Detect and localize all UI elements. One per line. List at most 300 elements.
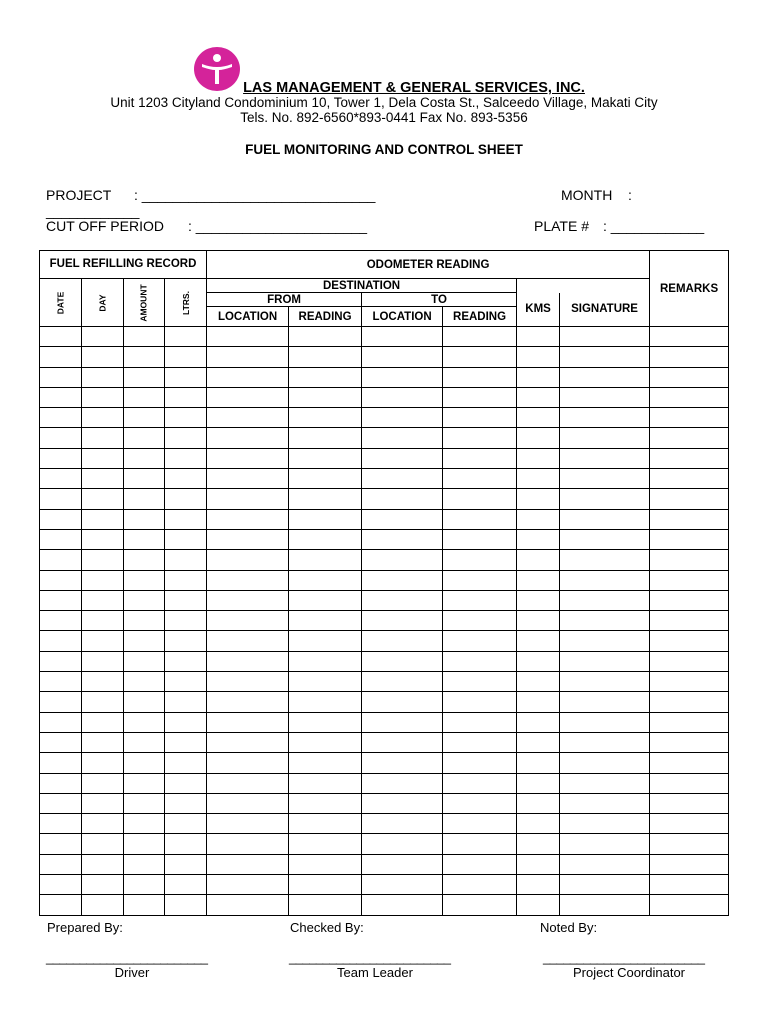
table-cell[interactable] — [443, 814, 517, 834]
table-cell[interactable] — [650, 732, 729, 752]
table-cell[interactable] — [289, 712, 362, 732]
table-cell[interactable] — [443, 428, 517, 448]
table-cell[interactable] — [40, 387, 82, 407]
table-cell[interactable] — [289, 895, 362, 915]
table-cell[interactable] — [443, 469, 517, 489]
table-cell[interactable] — [124, 408, 165, 428]
table-cell[interactable] — [40, 875, 82, 895]
table-cell[interactable] — [165, 529, 207, 549]
table-cell[interactable] — [165, 327, 207, 347]
table-cell[interactable] — [124, 834, 165, 854]
table-cell[interactable] — [560, 631, 650, 651]
table-cell[interactable] — [517, 672, 560, 692]
table-cell[interactable] — [207, 834, 289, 854]
table-cell[interactable] — [289, 448, 362, 468]
table-cell[interactable] — [560, 550, 650, 570]
table-cell[interactable] — [124, 327, 165, 347]
table-cell[interactable] — [82, 489, 124, 509]
table-cell[interactable] — [362, 712, 443, 732]
table-cell[interactable] — [207, 590, 289, 610]
driver-signature-line[interactable]: ________________________ — [46, 950, 208, 965]
table-cell[interactable] — [650, 570, 729, 590]
table-cell[interactable] — [124, 387, 165, 407]
table-cell[interactable] — [650, 814, 729, 834]
table-cell[interactable] — [165, 590, 207, 610]
table-cell[interactable] — [362, 631, 443, 651]
table-cell[interactable] — [207, 550, 289, 570]
table-cell[interactable] — [165, 408, 207, 428]
table-cell[interactable] — [165, 611, 207, 631]
table-cell[interactable] — [82, 347, 124, 367]
table-cell[interactable] — [517, 773, 560, 793]
table-cell[interactable] — [40, 712, 82, 732]
table-cell[interactable] — [517, 753, 560, 773]
table-cell[interactable] — [207, 793, 289, 813]
table-cell[interactable] — [289, 672, 362, 692]
table-cell[interactable] — [82, 753, 124, 773]
table-cell[interactable] — [362, 327, 443, 347]
table-cell[interactable] — [82, 712, 124, 732]
table-cell[interactable] — [165, 672, 207, 692]
table-cell[interactable] — [40, 631, 82, 651]
table-cell[interactable] — [40, 753, 82, 773]
table-cell[interactable] — [124, 590, 165, 610]
table-cell[interactable] — [124, 529, 165, 549]
table-cell[interactable] — [517, 854, 560, 874]
table-cell[interactable] — [82, 509, 124, 529]
cutoff-field[interactable]: : ______________________ — [188, 218, 368, 234]
table-cell[interactable] — [82, 773, 124, 793]
table-cell[interactable] — [362, 753, 443, 773]
table-cell[interactable] — [650, 895, 729, 915]
team-leader-signature-line[interactable]: ________________________ — [289, 950, 451, 965]
table-cell[interactable] — [82, 550, 124, 570]
table-cell[interactable] — [207, 692, 289, 712]
table-cell[interactable] — [517, 327, 560, 347]
table-cell[interactable] — [165, 854, 207, 874]
table-cell[interactable] — [443, 550, 517, 570]
table-cell[interactable] — [289, 631, 362, 651]
table-cell[interactable] — [124, 570, 165, 590]
table-cell[interactable] — [82, 367, 124, 387]
table-cell[interactable] — [82, 387, 124, 407]
table-cell[interactable] — [362, 672, 443, 692]
table-cell[interactable] — [650, 590, 729, 610]
table-cell[interactable] — [362, 875, 443, 895]
table-cell[interactable] — [650, 509, 729, 529]
table-cell[interactable] — [560, 793, 650, 813]
table-cell[interactable] — [560, 448, 650, 468]
table-cell[interactable] — [124, 550, 165, 570]
table-cell[interactable] — [517, 387, 560, 407]
table-cell[interactable] — [517, 408, 560, 428]
table-cell[interactable] — [82, 469, 124, 489]
table-cell[interactable] — [560, 590, 650, 610]
table-cell[interactable] — [443, 753, 517, 773]
table-cell[interactable] — [362, 550, 443, 570]
table-cell[interactable] — [289, 469, 362, 489]
table-cell[interactable] — [289, 387, 362, 407]
table-cell[interactable] — [560, 509, 650, 529]
table-cell[interactable] — [443, 672, 517, 692]
table-cell[interactable] — [362, 529, 443, 549]
table-cell[interactable] — [560, 895, 650, 915]
table-cell[interactable] — [207, 347, 289, 367]
table-cell[interactable] — [443, 347, 517, 367]
table-cell[interactable] — [40, 590, 82, 610]
table-cell[interactable] — [165, 347, 207, 367]
table-cell[interactable] — [82, 814, 124, 834]
table-cell[interactable] — [517, 448, 560, 468]
table-cell[interactable] — [165, 489, 207, 509]
table-cell[interactable] — [362, 834, 443, 854]
table-cell[interactable] — [517, 793, 560, 813]
table-cell[interactable] — [362, 814, 443, 834]
table-cell[interactable] — [289, 347, 362, 367]
table-cell[interactable] — [560, 875, 650, 895]
table-cell[interactable] — [82, 672, 124, 692]
table-cell[interactable] — [207, 408, 289, 428]
table-cell[interactable] — [443, 529, 517, 549]
table-cell[interactable] — [289, 509, 362, 529]
table-cell[interactable] — [40, 651, 82, 671]
table-cell[interactable] — [40, 550, 82, 570]
table-cell[interactable] — [517, 469, 560, 489]
table-cell[interactable] — [560, 327, 650, 347]
table-cell[interactable] — [650, 347, 729, 367]
table-cell[interactable] — [560, 489, 650, 509]
table-cell[interactable] — [289, 408, 362, 428]
table-cell[interactable] — [40, 672, 82, 692]
table-cell[interactable] — [650, 428, 729, 448]
table-cell[interactable] — [362, 692, 443, 712]
table-cell[interactable] — [207, 895, 289, 915]
table-cell[interactable] — [560, 712, 650, 732]
table-cell[interactable] — [517, 692, 560, 712]
table-cell[interactable] — [443, 590, 517, 610]
table-cell[interactable] — [362, 773, 443, 793]
table-cell[interactable] — [650, 651, 729, 671]
table-cell[interactable] — [40, 408, 82, 428]
table-cell[interactable] — [650, 550, 729, 570]
table-cell[interactable] — [560, 570, 650, 590]
table-cell[interactable] — [207, 509, 289, 529]
table-cell[interactable] — [207, 732, 289, 752]
table-cell[interactable] — [289, 793, 362, 813]
table-cell[interactable] — [124, 448, 165, 468]
table-cell[interactable] — [289, 367, 362, 387]
table-cell[interactable] — [40, 489, 82, 509]
table-cell[interactable] — [362, 489, 443, 509]
table-cell[interactable] — [124, 651, 165, 671]
table-cell[interactable] — [289, 327, 362, 347]
table-cell[interactable] — [124, 347, 165, 367]
table-cell[interactable] — [82, 692, 124, 712]
table-cell[interactable] — [82, 611, 124, 631]
table-cell[interactable] — [650, 672, 729, 692]
table-cell[interactable] — [124, 428, 165, 448]
table-cell[interactable] — [443, 631, 517, 651]
table-cell[interactable] — [517, 814, 560, 834]
table-cell[interactable] — [207, 875, 289, 895]
table-cell[interactable] — [650, 611, 729, 631]
table-cell[interactable] — [165, 631, 207, 651]
table-cell[interactable] — [165, 367, 207, 387]
table-cell[interactable] — [207, 387, 289, 407]
table-cell[interactable] — [289, 773, 362, 793]
table-cell[interactable] — [165, 550, 207, 570]
table-cell[interactable] — [207, 489, 289, 509]
table-cell[interactable] — [82, 793, 124, 813]
table-cell[interactable] — [443, 448, 517, 468]
table-cell[interactable] — [650, 631, 729, 651]
table-cell[interactable] — [517, 550, 560, 570]
table-cell[interactable] — [560, 692, 650, 712]
table-cell[interactable] — [362, 611, 443, 631]
table-cell[interactable] — [560, 367, 650, 387]
table-cell[interactable] — [560, 428, 650, 448]
table-cell[interactable] — [517, 631, 560, 651]
table-cell[interactable] — [650, 793, 729, 813]
table-cell[interactable] — [362, 793, 443, 813]
table-cell[interactable] — [82, 631, 124, 651]
table-cell[interactable] — [362, 408, 443, 428]
table-cell[interactable] — [443, 854, 517, 874]
table-cell[interactable] — [207, 469, 289, 489]
table-cell[interactable] — [165, 448, 207, 468]
table-cell[interactable] — [443, 611, 517, 631]
table-cell[interactable] — [517, 509, 560, 529]
table-cell[interactable] — [82, 854, 124, 874]
table-cell[interactable] — [40, 732, 82, 752]
table-cell[interactable] — [207, 570, 289, 590]
table-cell[interactable] — [165, 875, 207, 895]
table-cell[interactable] — [362, 448, 443, 468]
table-cell[interactable] — [517, 367, 560, 387]
table-cell[interactable] — [40, 854, 82, 874]
table-cell[interactable] — [124, 814, 165, 834]
table-cell[interactable] — [82, 875, 124, 895]
table-cell[interactable] — [517, 834, 560, 854]
table-cell[interactable] — [40, 509, 82, 529]
project-field[interactable]: : ______________________________ — [134, 187, 376, 203]
table-cell[interactable] — [165, 651, 207, 671]
table-cell[interactable] — [560, 834, 650, 854]
coordinator-signature-line[interactable]: ________________________ — [543, 950, 705, 965]
table-cell[interactable] — [443, 651, 517, 671]
table-cell[interactable] — [362, 387, 443, 407]
table-cell[interactable] — [560, 814, 650, 834]
table-cell[interactable] — [207, 651, 289, 671]
table-cell[interactable] — [207, 773, 289, 793]
plate-field[interactable]: : ____________ — [603, 218, 705, 234]
table-cell[interactable] — [650, 773, 729, 793]
table-cell[interactable] — [650, 327, 729, 347]
table-cell[interactable] — [560, 529, 650, 549]
table-cell[interactable] — [165, 814, 207, 834]
table-cell[interactable] — [82, 327, 124, 347]
table-cell[interactable] — [650, 489, 729, 509]
table-cell[interactable] — [82, 448, 124, 468]
table-cell[interactable] — [560, 611, 650, 631]
table-cell[interactable] — [207, 327, 289, 347]
table-cell[interactable] — [560, 773, 650, 793]
table-cell[interactable] — [289, 875, 362, 895]
table-cell[interactable] — [443, 387, 517, 407]
table-cell[interactable] — [165, 793, 207, 813]
table-cell[interactable] — [517, 611, 560, 631]
table-cell[interactable] — [362, 854, 443, 874]
month-field[interactable]: : — [628, 187, 632, 203]
table-cell[interactable] — [517, 712, 560, 732]
table-cell[interactable] — [289, 692, 362, 712]
table-cell[interactable] — [650, 469, 729, 489]
table-cell[interactable] — [289, 529, 362, 549]
table-cell[interactable] — [207, 428, 289, 448]
table-cell[interactable] — [289, 611, 362, 631]
table-cell[interactable] — [517, 428, 560, 448]
table-cell[interactable] — [124, 895, 165, 915]
table-cell[interactable] — [165, 753, 207, 773]
table-cell[interactable] — [517, 732, 560, 752]
table-cell[interactable] — [517, 529, 560, 549]
table-cell[interactable] — [362, 469, 443, 489]
table-cell[interactable] — [40, 611, 82, 631]
table-cell[interactable] — [362, 895, 443, 915]
table-cell[interactable] — [560, 753, 650, 773]
table-cell[interactable] — [82, 732, 124, 752]
table-cell[interactable] — [362, 570, 443, 590]
table-cell[interactable] — [124, 875, 165, 895]
table-cell[interactable] — [289, 753, 362, 773]
table-cell[interactable] — [40, 347, 82, 367]
table-cell[interactable] — [165, 428, 207, 448]
table-cell[interactable] — [443, 489, 517, 509]
table-cell[interactable] — [40, 428, 82, 448]
table-cell[interactable] — [560, 854, 650, 874]
table-cell[interactable] — [362, 367, 443, 387]
table-cell[interactable] — [165, 387, 207, 407]
table-cell[interactable] — [124, 793, 165, 813]
table-cell[interactable] — [650, 753, 729, 773]
table-cell[interactable] — [289, 732, 362, 752]
table-cell[interactable] — [362, 428, 443, 448]
table-cell[interactable] — [289, 814, 362, 834]
table-cell[interactable] — [40, 367, 82, 387]
table-cell[interactable] — [165, 712, 207, 732]
table-cell[interactable] — [650, 712, 729, 732]
table-cell[interactable] — [82, 428, 124, 448]
table-cell[interactable] — [165, 692, 207, 712]
table-cell[interactable] — [207, 712, 289, 732]
table-cell[interactable] — [289, 489, 362, 509]
table-cell[interactable] — [124, 509, 165, 529]
table-cell[interactable] — [40, 327, 82, 347]
table-cell[interactable] — [207, 367, 289, 387]
table-cell[interactable] — [650, 834, 729, 854]
table-cell[interactable] — [650, 408, 729, 428]
table-cell[interactable] — [289, 834, 362, 854]
table-cell[interactable] — [443, 834, 517, 854]
table-cell[interactable] — [82, 529, 124, 549]
table-cell[interactable] — [560, 732, 650, 752]
table-cell[interactable] — [560, 347, 650, 367]
table-cell[interactable] — [82, 408, 124, 428]
table-cell[interactable] — [165, 895, 207, 915]
table-cell[interactable] — [443, 570, 517, 590]
table-cell[interactable] — [443, 875, 517, 895]
table-cell[interactable] — [289, 590, 362, 610]
table-cell[interactable] — [124, 773, 165, 793]
table-cell[interactable] — [165, 732, 207, 752]
table-cell[interactable] — [124, 732, 165, 752]
table-cell[interactable] — [40, 773, 82, 793]
table-cell[interactable] — [650, 692, 729, 712]
table-cell[interactable] — [82, 570, 124, 590]
table-cell[interactable] — [443, 793, 517, 813]
table-cell[interactable] — [650, 367, 729, 387]
table-cell[interactable] — [289, 651, 362, 671]
table-cell[interactable] — [362, 590, 443, 610]
table-cell[interactable] — [362, 732, 443, 752]
table-cell[interactable] — [40, 814, 82, 834]
table-cell[interactable] — [289, 854, 362, 874]
table-cell[interactable] — [443, 327, 517, 347]
table-cell[interactable] — [207, 631, 289, 651]
table-cell[interactable] — [560, 408, 650, 428]
table-cell[interactable] — [362, 651, 443, 671]
table-cell[interactable] — [165, 834, 207, 854]
table-cell[interactable] — [124, 854, 165, 874]
table-cell[interactable] — [124, 692, 165, 712]
table-cell[interactable] — [40, 834, 82, 854]
table-cell[interactable] — [165, 570, 207, 590]
table-cell[interactable] — [165, 773, 207, 793]
table-cell[interactable] — [124, 367, 165, 387]
table-cell[interactable] — [124, 712, 165, 732]
table-cell[interactable] — [443, 895, 517, 915]
table-cell[interactable] — [40, 570, 82, 590]
table-cell[interactable] — [124, 469, 165, 489]
table-cell[interactable] — [517, 489, 560, 509]
table-cell[interactable] — [443, 408, 517, 428]
table-cell[interactable] — [362, 509, 443, 529]
table-cell[interactable] — [443, 712, 517, 732]
table-cell[interactable] — [207, 448, 289, 468]
table-cell[interactable] — [560, 651, 650, 671]
table-cell[interactable] — [82, 651, 124, 671]
table-cell[interactable] — [560, 387, 650, 407]
table-cell[interactable] — [560, 672, 650, 692]
table-cell[interactable] — [40, 529, 82, 549]
table-cell[interactable] — [289, 550, 362, 570]
table-cell[interactable] — [165, 469, 207, 489]
table-cell[interactable] — [443, 367, 517, 387]
table-cell[interactable] — [165, 509, 207, 529]
table-cell[interactable] — [443, 773, 517, 793]
table-cell[interactable] — [289, 570, 362, 590]
table-cell[interactable] — [560, 469, 650, 489]
table-cell[interactable] — [362, 347, 443, 367]
table-cell[interactable] — [40, 895, 82, 915]
table-cell[interactable] — [124, 672, 165, 692]
table-cell[interactable] — [207, 672, 289, 692]
table-cell[interactable] — [650, 448, 729, 468]
table-cell[interactable] — [517, 651, 560, 671]
table-cell[interactable] — [40, 793, 82, 813]
table-cell[interactable] — [289, 428, 362, 448]
table-cell[interactable] — [124, 489, 165, 509]
